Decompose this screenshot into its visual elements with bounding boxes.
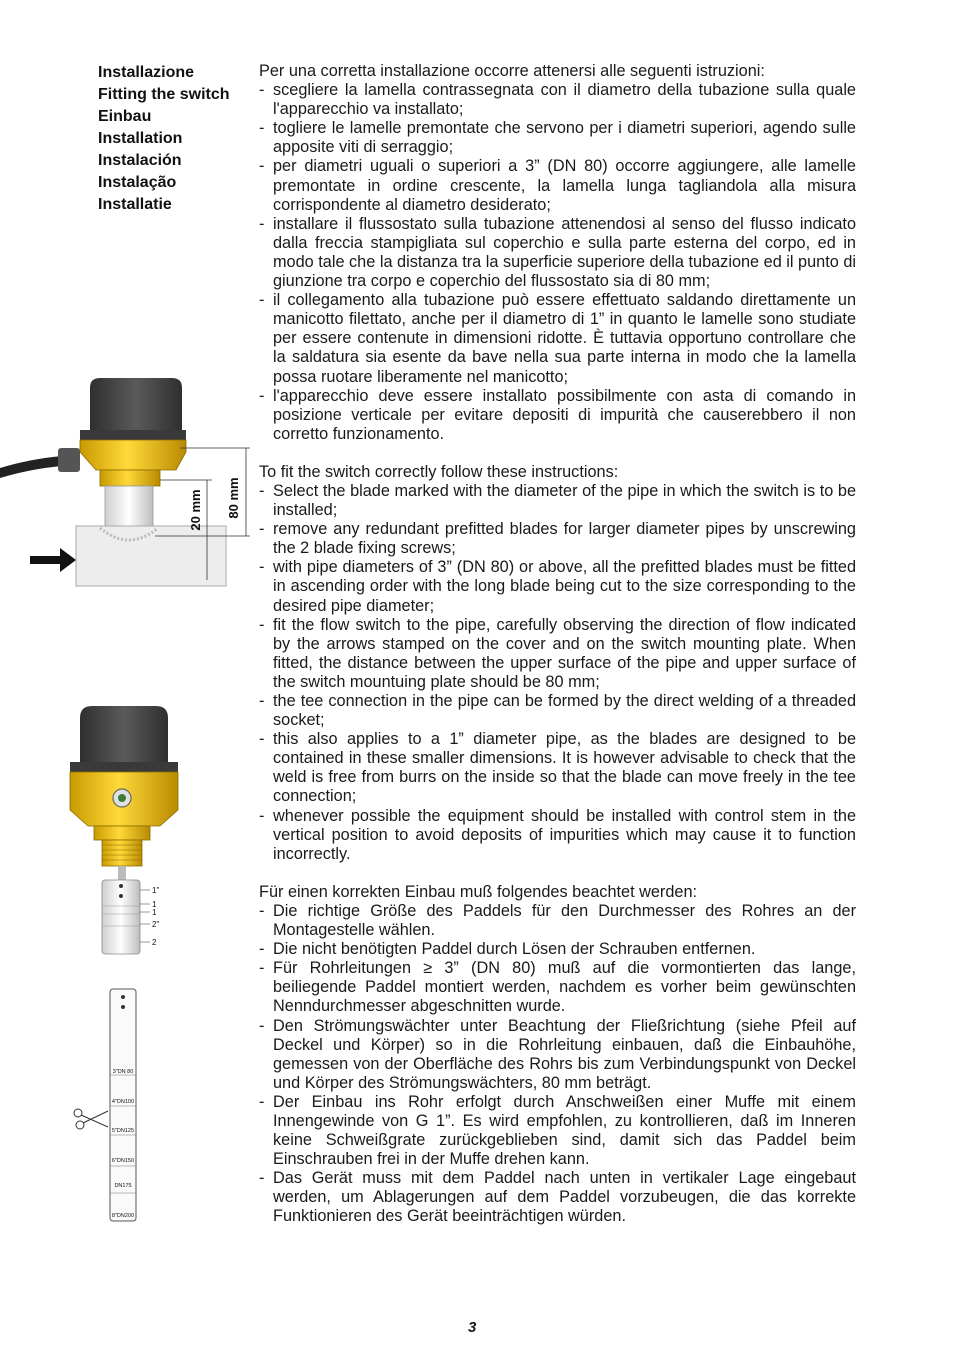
section-intro-en: To fit the switch correctly follow these instructions:: [259, 462, 619, 481]
cable-gland: [58, 448, 80, 472]
list-item: - this also applies to a 1” diameter pipe, as the blades are designed to be contained in these smaller dimensions. It is however advisable to check that the weld is free from burrs on the inside so that the blade can move freely in the tee connection;: [259, 730, 856, 806]
list-item: - il collegamento alla tubazione può essere effettuato saldando direttamente un manicotto filettato, anche per il diametro di 1” in quanto le lamelle sono studiate per essere contenute in dimensioni ridotte. È tuttavia opportuno controllare che la saldatura sia esente da bave nella sua parte interna in modo che la lamella possa ruotare liberamente nel manicotto;: [259, 291, 856, 386]
dimension-20mm: 20 mm: [188, 489, 203, 531]
heading-es: Instalación: [98, 152, 182, 169]
list-item: - Der Einbau ins Rohr erfolgt durch Anschweißen einer Muffe mit einem Innengewinde von G 1”. Es wird empfohlen, zu kontrollieren, daß im Inneren keine Schweißgrate zurückgeblieben sind, damit sich das Paddel beim Einschrauben frei in der Muffe drehen kann.: [259, 1093, 856, 1169]
list-item: - scegliere la lamella contrassegnata con il diametro della tubazione sulla quale l'apparecchio va installato;: [259, 81, 856, 119]
pipe: [76, 526, 226, 586]
cut-mark: 5"DN125: [111, 1128, 135, 1134]
threaded-connection: [102, 840, 142, 866]
cut-mark: 6"DN150: [111, 1158, 135, 1164]
blade-label: 2": [152, 920, 160, 929]
section-list-en: [259, 482, 856, 864]
heading-en: Fitting the switch: [98, 86, 230, 103]
list-item: - togliere le lamelle premontate che servono per i diametri superiori, agendo sulle apposite viti di serraggio;: [259, 119, 856, 157]
switch-body: [80, 440, 186, 470]
list-item: - the tee connection in the pipe can be formed by the direct welding of a threaded socket;: [259, 692, 856, 730]
list-item: - Die nicht benötigten Paddel durch Lösen der Schrauben entfernen.: [259, 940, 856, 959]
switch-cover: [80, 706, 168, 762]
list-item: - per diametri uguali o superiori a 3” (DN 80) occorre aggiungere, alle lamelle premontate in ordine crescente, la lamella lunga tagliandola alla misura corrispondente al diametro desiderato;: [259, 157, 856, 214]
heading-it: Installazione: [98, 64, 195, 81]
heading-fr: Installation: [98, 130, 183, 147]
body-neck: [94, 826, 150, 840]
blade-label: 1: [152, 908, 157, 917]
figure-long-blade: [70, 985, 160, 1225]
blade-label: 2: [152, 938, 157, 947]
switch-cover: [90, 378, 182, 432]
instructions: [259, 62, 856, 1227]
list-item: - whenever possible the equipment should be installed with control stem in the vertical position to avoid deposits of impurities which may cause it to function incorrectly.: [259, 807, 856, 864]
list-item: - Select the blade marked with the diameter of the pipe in which the switch is to be installed;: [259, 482, 856, 520]
cut-mark: 3"DN 80: [112, 1069, 134, 1075]
socket: [105, 486, 153, 526]
section-intro-de: Für einen korrekten Einbau muß folgendes beachtet werden:: [259, 882, 698, 901]
list-item: - Das Gerät muss mit dem Paddel nach unten in vertikaler Lage eingebaut werden, um Ablagerungen auf dem Paddel vorzubeugen, die das korrekte Funktionieren des Gerät beeinträchtigen würden.: [259, 1169, 856, 1226]
stem: [118, 866, 126, 882]
cable: [0, 456, 62, 478]
list-item: - remove any redundant prefitted blades for larger diameter pipes by unscrewing the 2 blade fixing screws;: [259, 520, 856, 558]
cover-rim: [80, 430, 186, 440]
heading-pt: Instalação: [98, 174, 177, 191]
cut-mark: DN175: [114, 1183, 132, 1189]
page-number: 3: [468, 1319, 477, 1336]
figure-installed-switch: [0, 370, 255, 600]
list-item: - Die richtige Größe des Paddels für den Durchmesser des Rohres an der Montagestelle wählen.: [259, 902, 856, 940]
list-item: - l'apparecchio deve essere installato possibilmente con asta di comando in posizione verticale per evitare depositi di impurità che causerebbero il non corretto funzionamento.: [259, 387, 856, 444]
list-item: - Für Rohrleitungen ≥ 3” (DN 80) muß auf die vormontierten das lange, beiliegende Paddel montiert werden, nachdem es vorher beim gewünschten Nenndurchmesser abgeschnitten wurde.: [259, 959, 856, 1016]
dimension-80mm: 80 mm: [226, 477, 241, 519]
heading-nl: Installatie: [98, 196, 172, 213]
cut-mark: 8"DN200: [111, 1213, 135, 1219]
heading-list: [98, 62, 258, 216]
heading-de: Einbau: [98, 108, 152, 125]
list-item: - installare il flussostato sulla tubazione attenendosi al senso del flusso indicato dalla freccia stampigliata sul coperchio e sulla parte esterna del corpo, ed in modo tale che la distanza tra la superficie superiore della tubazione ed il punto di giunzione tra corpo e coperchio del flussostato sia di 80 mm;: [259, 215, 856, 291]
blade-label: 1: [152, 900, 157, 909]
section-list-it: [259, 81, 856, 444]
cut-mark: 4"DN100: [111, 1099, 135, 1105]
blade-stack: [102, 880, 140, 954]
list-item: - fit the flow switch to the pipe, carefully observing the direction of flow indicated by the arrows stamped on the cover and on the switch mounting plate. When fitted, the distance between the upper surface of the pipe and upper surface of the switch mountuing plate should be 80 mm;: [259, 616, 856, 692]
section-intro-it: Per una corretta installazione occorre attenersi alle seguenti istruzioni:: [259, 62, 765, 80]
flow-arrow-icon: [30, 548, 76, 572]
blade-label: 1": [152, 886, 160, 895]
figure-switch-blades: [60, 700, 190, 960]
list-item: - Den Strömungswächter unter Beachtung der Fließrichtung (siehe Pfeil auf Deckel und Körper) so in die Rohrleitung einbauen, daß die Einbauhöhe, gemessen von der Oberfläche des Rohrs bis zum Verbindungspunkt von Deckel und Körper des Strömungswächters, 80 mm beträgt.: [259, 1017, 856, 1093]
section-list-de: [259, 902, 856, 1227]
list-item: - with pipe diameters of 3” (DN 80) or above, all the prefitted blades must be fitted in ascending order with the long blade being cut to the size corresponding to the desired pipe diameter;: [259, 558, 856, 615]
scissors-icon: [74, 1109, 108, 1129]
body-neck: [100, 470, 160, 486]
